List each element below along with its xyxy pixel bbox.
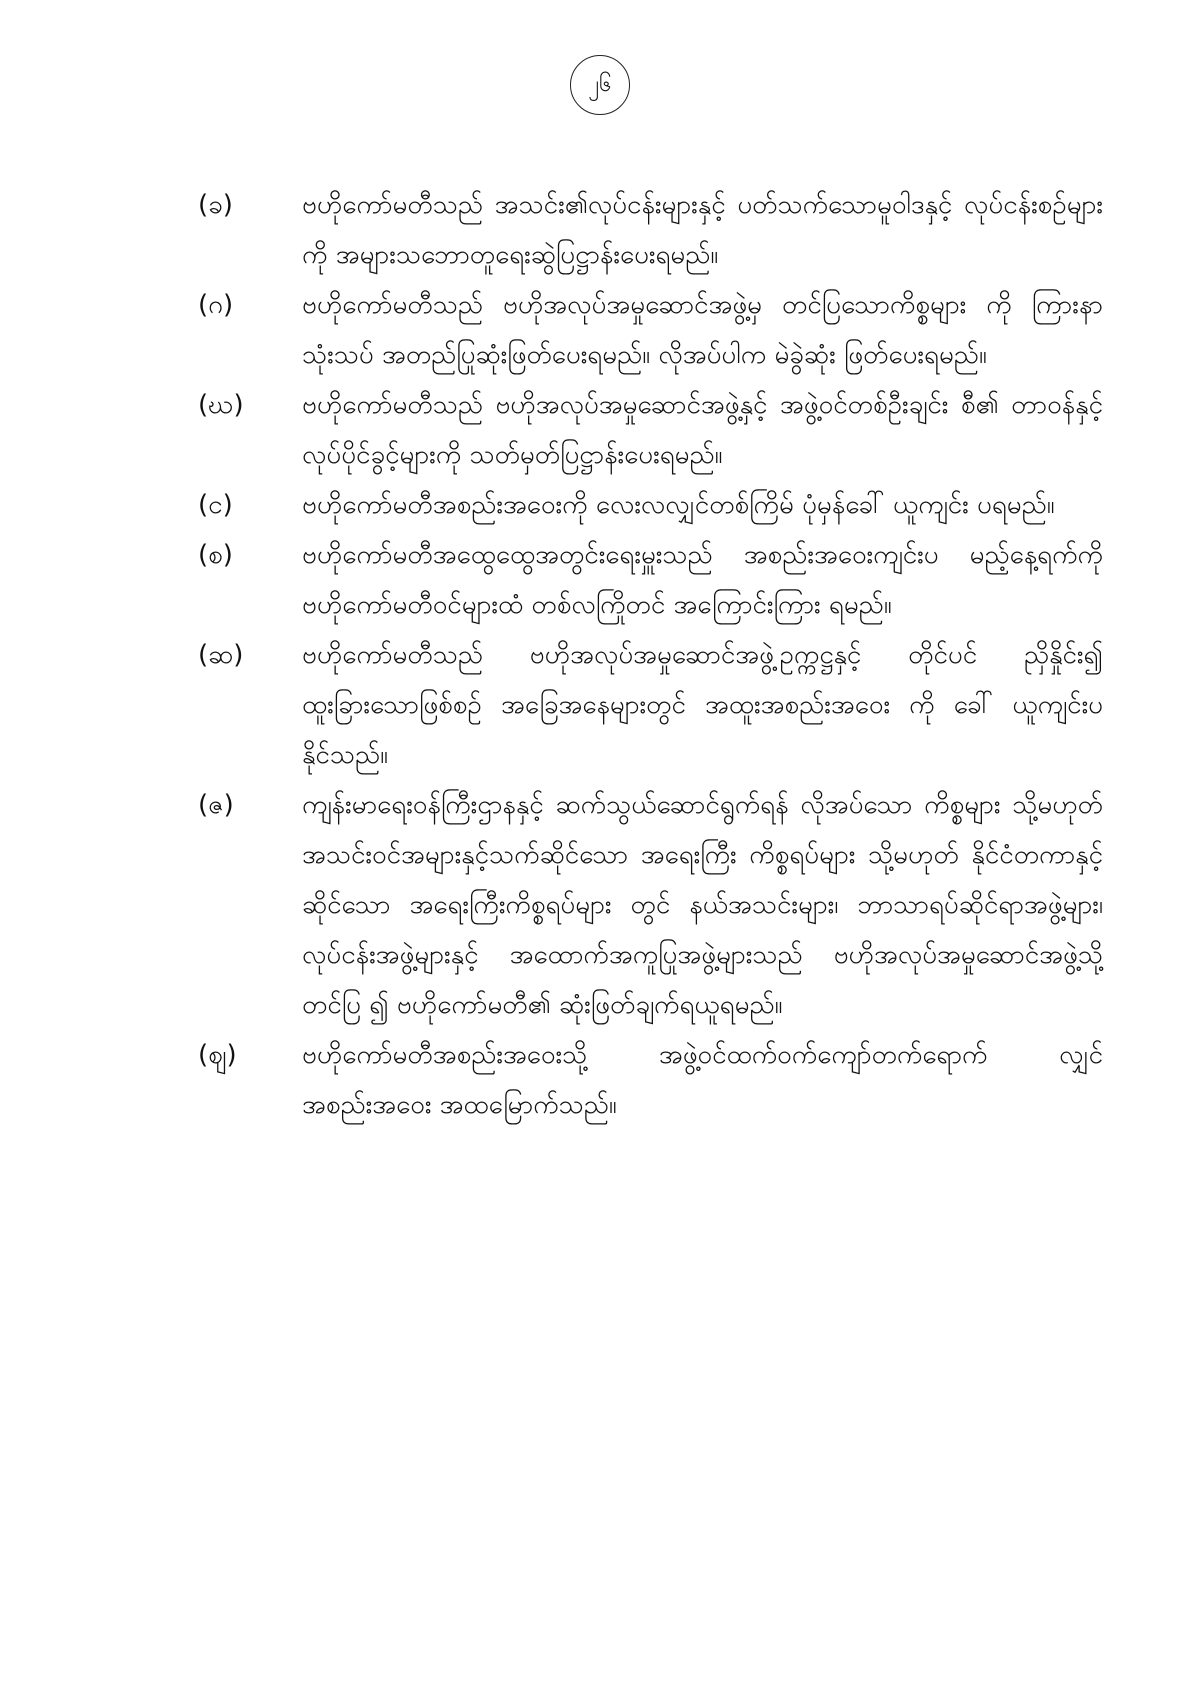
clause-text: ဗဟိုကော်မတီအစည်းအဝေးကို လေးလလျှင်တစ်ကြိမ် ပုံမှန်ခေါ် ယူကျင်း ပရမည်။ [302,490,1055,520]
clause-za [198,780,1103,1030]
clause-text: ကျန်းမာရေးဝန်ကြီးဌာနနှင့် ဆက်သွယ်ဆောင်ရွက်ရန် လိုအပ်သော ကိစ္စများ သို့မဟုတ် အသင်းဝင်အများနှင့်သက်ဆိုင်သော အရေးကြီး ကိစ္စရပ်များ သို့မဟုတ် နိုင်ငံတကာနှင့်ဆိုင်သော အရေးကြီးကိစ္စရပ်များ တွင် နယ်အသင်းများ၊ ဘာသာရပ်ဆိုင်ရာအဖွဲ့များ၊ လုပ်ငန်းအဖွဲ့များနှင့် အထောက်အကူပြုအဖွဲ့များသည် ဗဟိုအလုပ်အမှုဆောင်အဖွဲ့သို့တင်ပြ ၍ ဗဟိုကော်မတီ၏ ဆုံးဖြတ်ချက်ရယူရမည်။ [302,790,1103,1020]
clause-ga [198,280,1103,380]
clause-zha [198,1030,1103,1130]
clause-list [198,180,1103,1130]
clause-label: (ဆ) [198,640,244,670]
clause-sa [198,530,1103,630]
clause-gha [198,380,1103,480]
clause-label: (စ) [198,540,233,570]
clause-label: (ဂ) [198,290,234,320]
clause-text: ဗဟိုကော်မတီသည် အသင်း၏လုပ်ငန်းများနှင့် ပတ်သက်သောမူဝါဒနှင့် လုပ်ငန်းစဉ်များကို အများသဘောတူရေးဆွဲပြဋ္ဌာန်းပေးရမည်။ [302,190,1103,270]
clause-label: (ဇ) [198,790,234,820]
clause-nga [198,480,1103,530]
clause-text: ဗဟိုကော်မတီသည် ဗဟိုအလုပ်အမှုဆောင်အဖွဲ့နှင့် အဖွဲ့ဝင်တစ်ဦးချင်း စီ၏ တာဝန်နှင့်လုပ်ပိုင်ခွင့်များကို သတ်မှတ်ပြဋ္ဌာန်းပေးရမည်။ [302,390,1103,470]
clause-label: (ဃ) [198,390,244,420]
clause-text: ဗဟိုကော်မတီသည် ဗဟိုအလုပ်အမှုဆောင်အဖွဲ့မှ တင်ပြသောကိစ္စများ ကို ကြားနာသုံးသပ် အတည်ပြုဆုံးဖြတ်ပေးရမည်။ လိုအပ်ပါက မဲခွဲဆုံး ဖြတ်ပေးရမည်။ [302,290,1103,370]
clause-label: (ဈ) [198,1040,237,1070]
clause-label: (င) [198,490,233,520]
page-number: ၂၆ [570,55,630,115]
clause-text: ဗဟိုကော်မတီသည် ဗဟိုအလုပ်အမှုဆောင်အဖွဲ့ဥက္ကဋ္ဌနှင့် တိုင်ပင် ညှိနှိုင်း၍ ထူးခြားသောဖြစ်စဉ် အခြေအနေများတွင် အထူးအစည်းအဝေး ကို ခေါ် ယူကျင်းပနိုင်သည်။ [302,640,1103,770]
clause-hsa [198,630,1103,780]
clause-text: ဗဟိုကော်မတီအစည်းအဝေးသို့ အဖွဲ့ဝင်ထက်ဝက်ကျော်တက်ရောက် လျှင် အစည်းအဝေး အထမြောက်သည်။ [302,1040,1103,1120]
clause-text: ဗဟိုကော်မတီအထွေထွေအတွင်းရေးမှူးသည် အစည်းအဝေးကျင်းပ မည့်နေ့ရက်ကို ဗဟိုကော်မတီဝင်များထံ တစ်လကြိုတင် အကြောင်းကြား ရမည်။ [302,540,1103,620]
clause-label: (ခ) [198,190,233,220]
clause-kha [198,180,1103,280]
